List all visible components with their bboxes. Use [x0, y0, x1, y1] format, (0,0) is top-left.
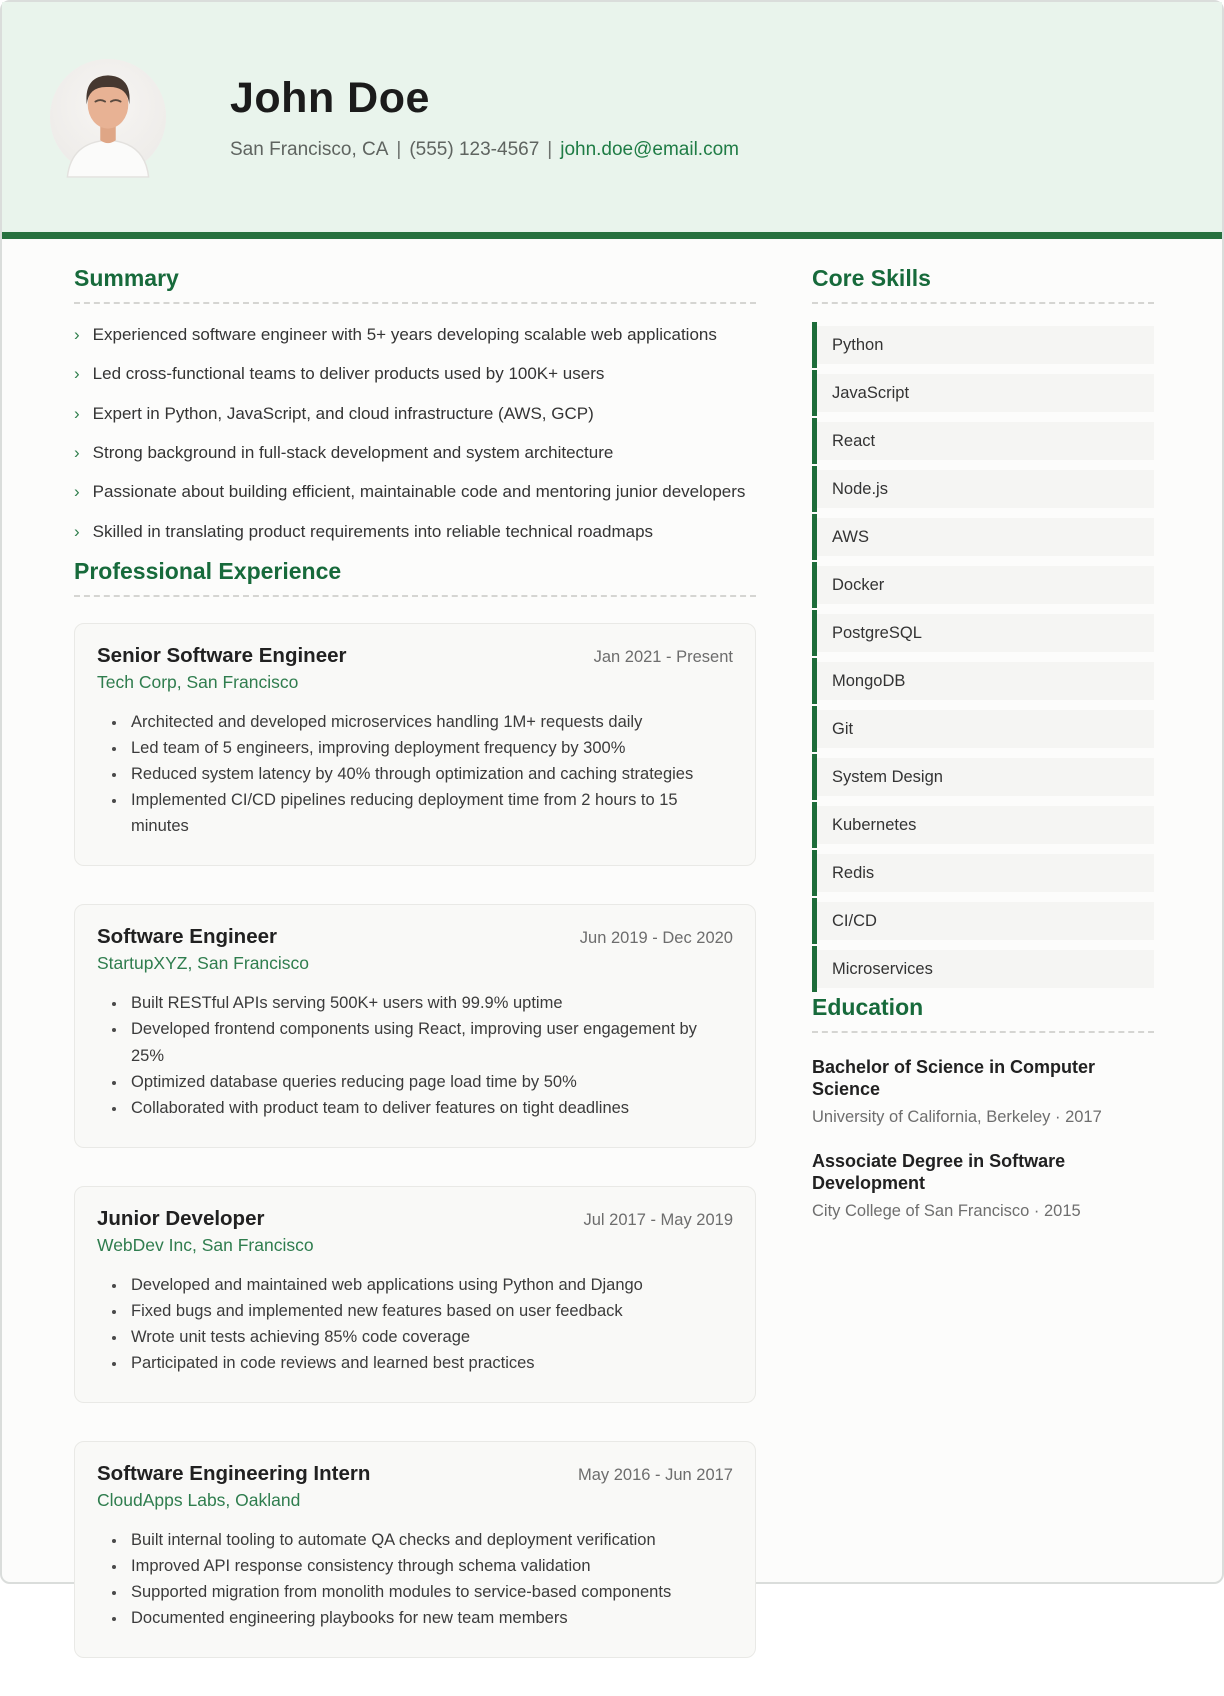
chevron-bullet-icon: › — [74, 403, 80, 423]
job-header — [97, 1207, 733, 1231]
skill-item — [812, 706, 1154, 752]
experience-section-title: Professional Experience — [74, 558, 756, 597]
summary-item-text: Experienced software engineer with 5+ years developing scalable web applications — [92, 325, 717, 344]
skill-label: PostgreSQL — [817, 614, 1154, 652]
skill-item — [812, 946, 1154, 992]
summary-section-title: Summary — [74, 265, 756, 304]
job-title: Software Engineer — [97, 925, 277, 949]
job-bullet: • Optimized database queries reducing page load time by 50% — [127, 1069, 733, 1095]
skill-label: AWS — [817, 518, 1154, 556]
job-bullet: • Developed and maintained web applications using Python and Django — [127, 1272, 733, 1298]
job-bullet: • Architected and developed microservices handling 1M+ requests daily — [127, 709, 733, 735]
skill-label: React — [817, 422, 1154, 460]
job-bullet: • Documented engineering playbooks for new team members — [127, 1605, 733, 1631]
chevron-bullet-icon: › — [74, 443, 80, 463]
job-title: Software Engineering Intern — [97, 1461, 371, 1485]
skill-label: Git — [817, 710, 1154, 748]
skill-item — [812, 658, 1154, 704]
skill-item — [812, 418, 1154, 464]
job-title: Senior Software Engineer — [97, 644, 347, 668]
summary-item — [74, 401, 756, 427]
job-card — [74, 1441, 756, 1658]
education-degree: Bachelor of Science in Computer Science — [812, 1057, 1096, 1099]
summary-list — [74, 322, 756, 545]
skills-list — [812, 322, 1154, 992]
job-bullet: • Participated in code reviews and learned best practices — [127, 1350, 733, 1376]
contact-line — [230, 139, 739, 161]
job-bullet: • Fixed bugs and implemented new features based on user feedback — [127, 1298, 733, 1324]
skill-item — [812, 802, 1154, 848]
profile-photo — [50, 59, 166, 175]
job-dates: May 2016 - Jun 2017 — [577, 1465, 733, 1484]
education-entry — [812, 1057, 1154, 1127]
skill-label: Docker — [817, 566, 1154, 604]
job-bullet: • Developed frontend components using React, improving user engagement by 25% — [127, 1016, 733, 1068]
person-avatar-illustration — [50, 59, 166, 175]
main-column — [74, 265, 756, 1696]
summary-item — [74, 479, 756, 505]
contact-email-link[interactable]: john.doe@email.com — [560, 138, 739, 160]
job-dates: Jan 2021 - Present — [593, 648, 733, 667]
job-card — [74, 904, 756, 1147]
skill-item — [812, 610, 1154, 656]
job-bullet: • Built internal tooling to automate QA checks and deployment verification — [127, 1527, 733, 1553]
job-bullet: • Improved API response consistency through schema validation — [127, 1553, 733, 1579]
skill-label: Node.js — [817, 470, 1154, 508]
skill-item — [812, 466, 1154, 512]
summary-item — [74, 440, 756, 466]
person-name: John Doe — [230, 73, 430, 122]
job-card — [74, 1186, 756, 1403]
summary-item-text: Expert in Python, JavaScript, and cloud infrastructure (AWS, GCP) — [92, 403, 594, 423]
job-company: CloudApps Labs, Oakland — [97, 1489, 301, 1510]
job-bullet-list — [97, 1527, 733, 1631]
skill-label: Redis — [817, 854, 1154, 892]
summary-item-text: Skilled in translating product requirements into reliable technical roadmaps — [92, 521, 654, 541]
job-company: Tech Corp, San Francisco — [97, 672, 299, 693]
job-bullet-list — [97, 990, 733, 1120]
job-bullet: • Led team of 5 engineers, improving deployment frequency by 300% — [127, 735, 733, 761]
education-entry — [812, 1151, 1154, 1221]
summary-item — [74, 322, 756, 348]
job-bullet: • Collaborated with product team to deliver features on tight deadlines — [127, 1095, 733, 1121]
skill-label: JavaScript — [817, 374, 1154, 412]
job-bullet: • Supported migration from monolith modules to service-based components — [127, 1579, 733, 1605]
job-company: WebDev Inc, San Francisco — [97, 1234, 314, 1255]
education-section-title: Education — [812, 994, 1154, 1033]
education-institution: University of California, Berkeley · 2017 — [812, 1107, 1102, 1126]
summary-item — [74, 519, 756, 545]
job-title: Junior Developer — [97, 1206, 265, 1230]
resume-header — [2, 2, 1222, 232]
skill-item — [812, 514, 1154, 560]
contact-location: San Francisco, CA — [230, 138, 389, 160]
skill-label: MongoDB — [817, 662, 1154, 700]
contact-separator: | — [547, 138, 553, 160]
skills-section-title: Core Skills — [812, 265, 1154, 304]
skill-label: CI/CD — [817, 902, 1154, 940]
job-bullet-list — [97, 1272, 733, 1376]
education-institution: City College of San Francisco · 2015 — [812, 1201, 1081, 1220]
education-degree: Associate Degree in Software Development — [812, 1150, 1066, 1193]
skill-label: Microservices — [817, 950, 1154, 988]
job-company: StartupXYZ, San Francisco — [97, 953, 310, 974]
skill-item — [812, 562, 1154, 608]
job-header — [97, 925, 733, 949]
chevron-bullet-icon: › — [74, 521, 80, 541]
chevron-bullet-icon: › — [74, 482, 80, 502]
resume-body — [2, 239, 1222, 1696]
job-bullet: • Wrote unit tests achieving 85% code coverage — [127, 1324, 733, 1350]
summary-item-text: Strong background in full-stack development and system architecture — [92, 443, 614, 463]
contact-phone: (555) 123-4567 — [409, 138, 540, 160]
header-accent-bar — [2, 232, 1222, 239]
sidebar-column — [812, 265, 1154, 1696]
skill-item — [812, 370, 1154, 416]
job-bullet: • Implemented CI/CD pipelines reducing deployment time from 2 hours to 15 minutes — [127, 787, 733, 839]
summary-item — [74, 361, 756, 387]
job-header — [97, 644, 733, 668]
skill-item — [812, 898, 1154, 944]
skill-label: System Design — [817, 758, 1154, 796]
chevron-bullet-icon: › — [74, 325, 80, 344]
job-dates: Jul 2017 - May 2019 — [583, 1210, 733, 1229]
job-bullet: • Built RESTful APIs serving 500K+ users with 99.9% uptime — [127, 990, 733, 1016]
job-dates: Jun 2019 - Dec 2020 — [579, 929, 733, 948]
skill-label: Python — [817, 326, 1154, 364]
job-header — [97, 1462, 733, 1486]
contact-separator: | — [396, 138, 402, 160]
skill-item — [812, 754, 1154, 800]
job-card — [74, 623, 756, 866]
summary-item-text: Led cross-functional teams to deliver products used by 100K+ users — [92, 364, 605, 384]
experience-list — [74, 623, 756, 1658]
job-bullet: • Reduced system latency by 40% through optimization and caching strategies — [127, 761, 733, 787]
summary-item-text: Passionate about building efficient, maintainable code and mentoring junior developers — [92, 482, 746, 502]
skill-item — [812, 322, 1154, 368]
header-info — [230, 74, 739, 161]
chevron-bullet-icon: › — [74, 364, 80, 384]
skill-label: Kubernetes — [817, 806, 1154, 844]
skill-item — [812, 850, 1154, 896]
job-bullet-list — [97, 709, 733, 839]
